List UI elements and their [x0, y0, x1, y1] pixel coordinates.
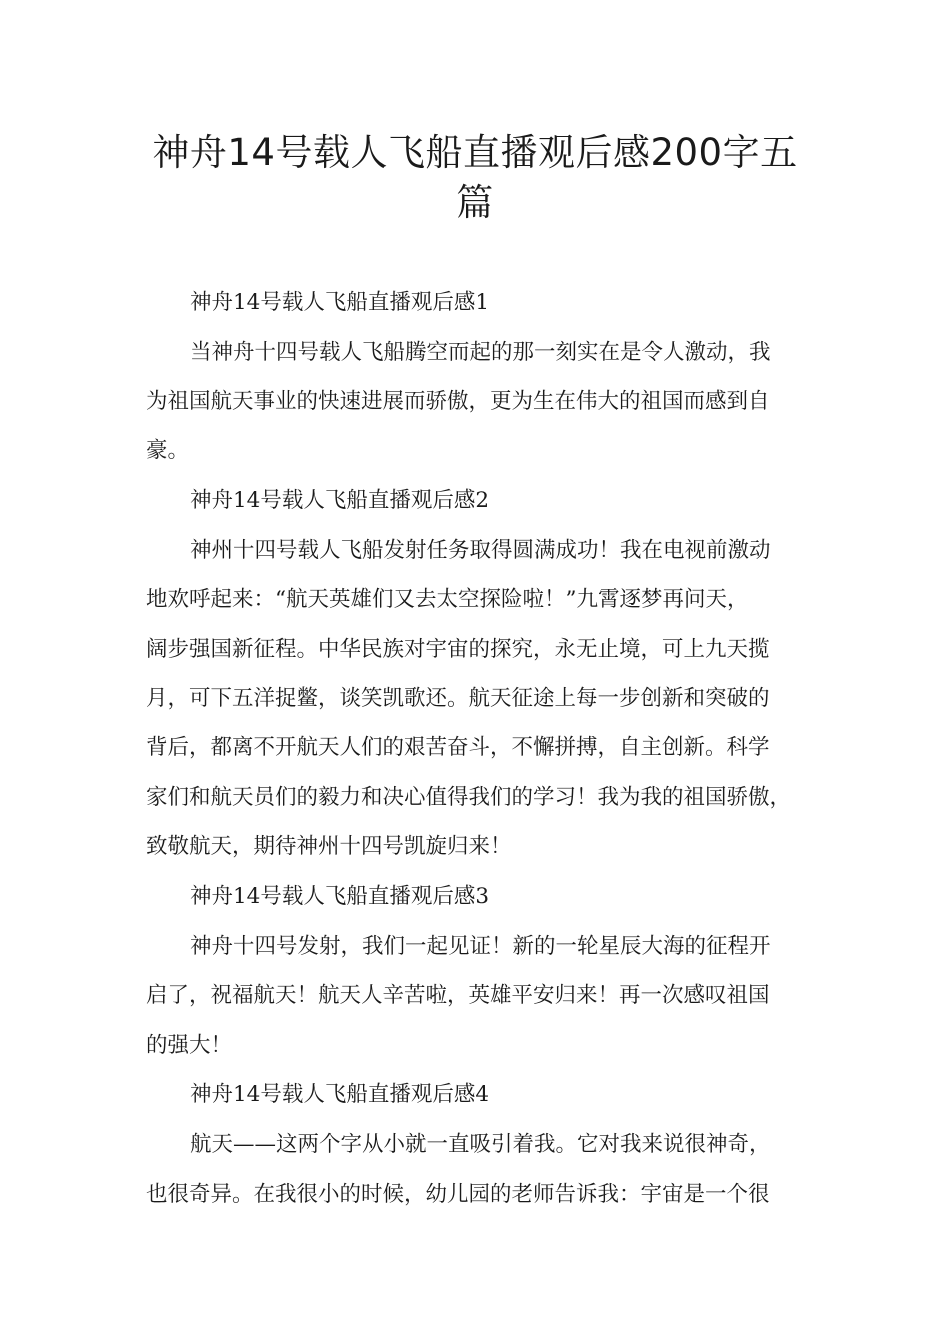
paragraph-line: 也很奇异。在我很小的时候，幼儿园的老师告诉我：宇宙是一个很 — [146, 1182, 770, 1207]
section-heading-3: 神舟14号载人飞船直播观后感3 — [190, 884, 490, 909]
document-title — [100, 128, 850, 228]
paragraph-line: 启了，祝福航天！航天人辛苦啦，英雄平安归来！再一次感叹祖国 — [146, 983, 770, 1008]
paragraph-line: 阔步强国新征程。中华民族对宇宙的探究，永无止境，可上九天揽 — [146, 637, 770, 662]
paragraph-line: 地欢呼起来：“航天英雄们又去太空探险啦！”九霄逐梦再问天， — [146, 587, 749, 612]
paragraph-line: 神州十四号载人飞船发射任务取得圆满成功！我在电视前激动 — [190, 538, 771, 563]
paragraph-line: 背后，都离不开航天人们的艰苦奋斗，不懈拼搏，自主创新。科学 — [146, 735, 770, 760]
paragraph-line: 豪。 — [146, 438, 190, 463]
paragraph-line: 的强大！ — [146, 1033, 233, 1058]
paragraph-line: 家们和航天员们的毅力和决心值得我们的学习！我为我的祖国骄傲， — [146, 785, 792, 810]
section-heading-1: 神舟14号载人飞船直播观后感1 — [190, 290, 490, 315]
title-line-1: 神舟14号载人飞船直播观后感200字五 — [152, 131, 798, 174]
paragraph-line: 神舟十四号发射，我们一起见证！新的一轮星辰大海的征程开 — [190, 934, 771, 959]
section-heading-2: 神舟14号载人飞船直播观后感2 — [190, 488, 490, 513]
paragraph-line: 当神舟十四号载人飞船腾空而起的那一刻实在是令人激动，我 — [190, 340, 771, 365]
paragraph-line: 致敬航天，期待神州十四号凯旋归来！ — [146, 834, 512, 859]
paragraph-line: 月，可下五洋捉鳖，谈笑凯歌还。航天征途上每一步创新和突破的 — [146, 686, 770, 711]
paragraph-line: 航天——这两个字从小就一直吸引着我。它对我来说很神奇， — [190, 1132, 771, 1157]
paragraph-line: 为祖国航天事业的快速进展而骄傲，更为生在伟大的祖国而感到自 — [146, 389, 770, 414]
title-line-2: 篇 — [456, 181, 494, 224]
section-heading-4: 神舟14号载人飞船直播观后感4 — [190, 1082, 490, 1107]
